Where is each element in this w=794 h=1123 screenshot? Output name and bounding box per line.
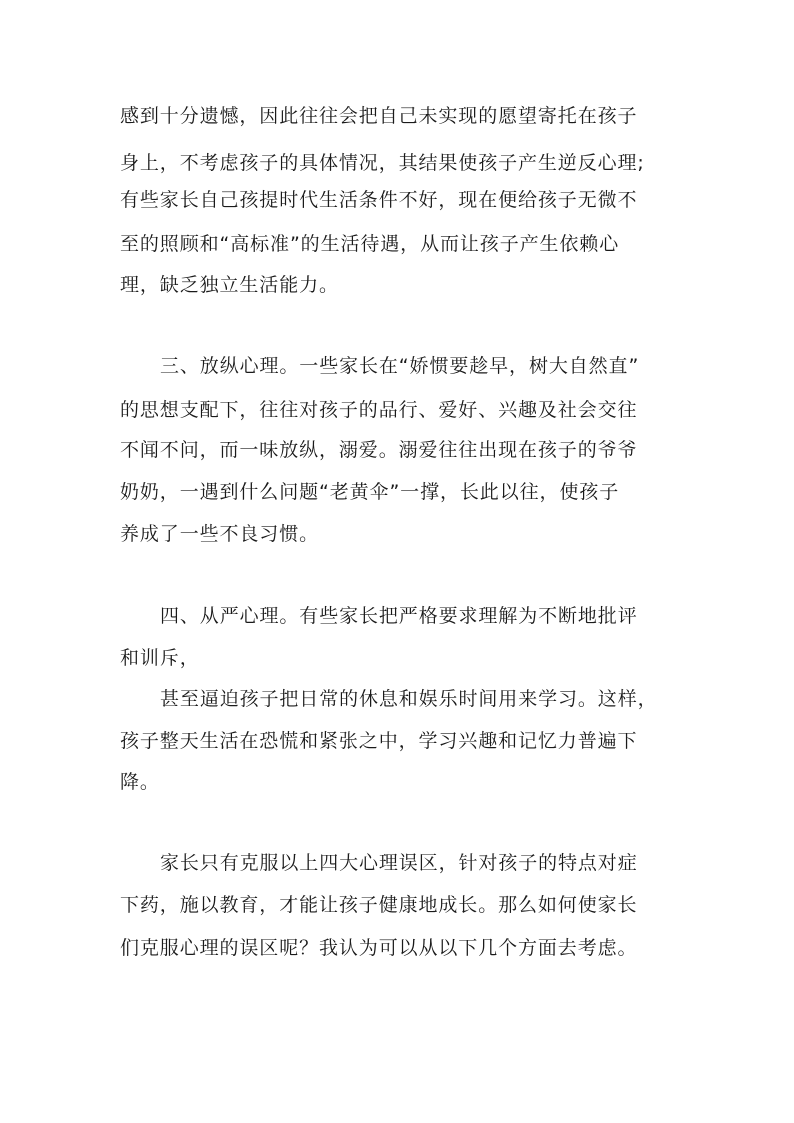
text-line: 降。 <box>120 771 160 793</box>
text-line: 身上，不考虑孩子的具体情况，其结果使孩子产生逆反心理; <box>120 152 645 174</box>
text-line: 养成了一些不良习惯。 <box>120 523 320 545</box>
text-line: 理，缺乏独立生活能力。 <box>120 274 339 296</box>
text-line: 四、从严心理。有些家长把严格要求理解为不断地批评 <box>160 605 638 627</box>
text-line: 至的照顾和“高标准”的生活待遇，从而让孩子产生依赖心 <box>120 233 620 255</box>
text-line: 下药，施以教育，才能让孩子健康地成长。那么如何使家长 <box>120 894 638 916</box>
text-line: 有些家长自己孩提时代生活条件不好，现在便给孩子无微不 <box>120 189 638 211</box>
text-line: 三、放纵心理。一些家长在“娇惯要趁早，树大自然直” <box>160 355 640 377</box>
text-line: 不闻不问，而一味放纵，溺爱。溺爱往往出现在孩子的爷爷 <box>120 439 638 461</box>
text-line: 的思想支配下，往往对孩子的品行、爱好、兴趣及社会交往 <box>120 399 638 421</box>
text-line: 甚至逼迫孩子把日常的休息和娱乐时间用来学习。这样， <box>160 688 658 710</box>
text-line: 奶奶，一遇到什么问题“老黄伞”一撑，长此以往，使孩子 <box>120 481 620 503</box>
text-line: 感到十分遗憾，因此往往会把自己未实现的愿望寄托在孩子 <box>120 105 638 127</box>
text-line: 们克服心理的误区呢？我认为可以从以下几个方面去考虑。 <box>120 937 638 959</box>
text-line: 孩子整天生活在恐慌和紧张之中，学习兴趣和记忆力普遍下 <box>120 730 638 752</box>
text-line: 和训斥， <box>120 647 200 669</box>
text-line: 家长只有克服以上四大心理误区，针对孩子的特点对症 <box>160 852 638 874</box>
